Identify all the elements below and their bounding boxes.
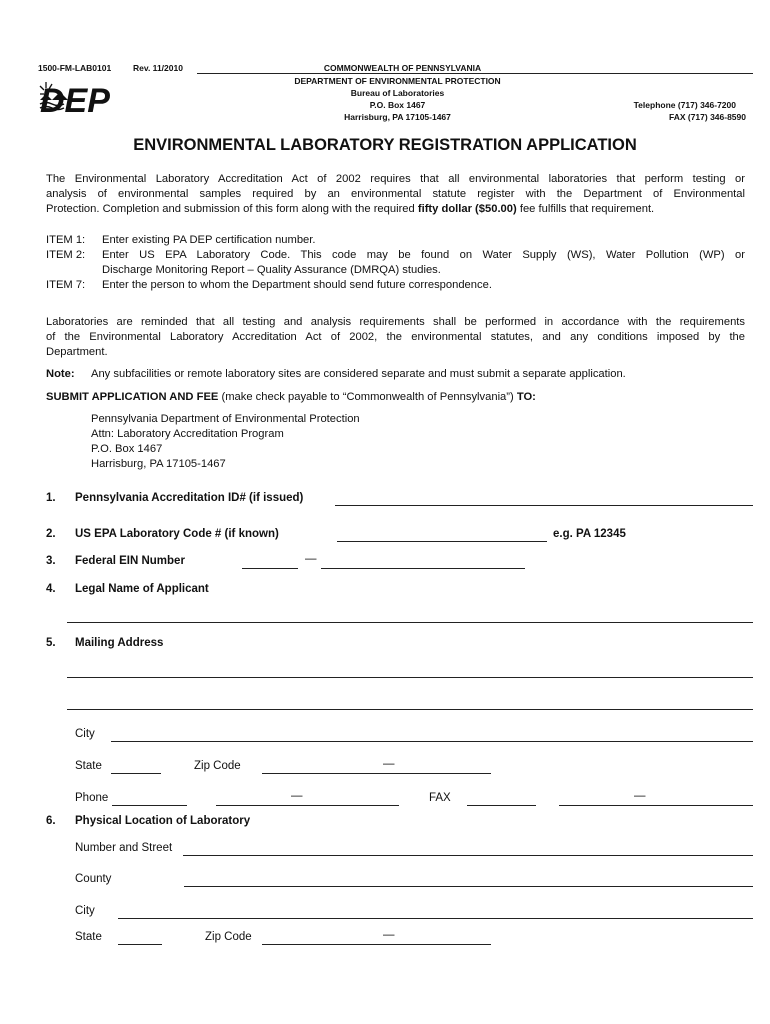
- phone-dash: —: [291, 790, 303, 802]
- epa-lab-code-field[interactable]: [337, 541, 547, 542]
- physical-state-field[interactable]: [118, 944, 162, 945]
- submit-address-line-3: P.O. Box 1467: [91, 443, 163, 455]
- agency-fax: FAX (717) 346-8590: [668, 112, 746, 122]
- physical-location-label: Physical Location of Laboratory: [75, 815, 251, 827]
- department-name: DEPARTMENT OF ENVIRONMENTAL PROTECTION: [294, 76, 501, 86]
- physical-zip-dash: —: [383, 929, 395, 941]
- phone-number-field[interactable]: [216, 805, 399, 806]
- phone-area-code-field[interactable]: [112, 805, 187, 806]
- item-7-label: ITEM 7:: [46, 279, 86, 291]
- mailing-state-label: State: [75, 760, 102, 772]
- mailing-address-field-1[interactable]: [67, 677, 753, 678]
- physical-city-field[interactable]: [118, 918, 753, 919]
- intro-line-1: The Environmental Laboratory Accreditation Act of 2002 requires that all environmental laboratories that perform testing or: [46, 173, 745, 185]
- note-text: Any subfacilities or remote laboratory sites are considered separate and must submit a separate application.: [91, 368, 626, 380]
- item-2-label: ITEM 2:: [46, 249, 86, 261]
- note-label: Note:: [46, 368, 75, 380]
- item-2-text-cont: Discharge Monitoring Report – Quality Assurance (DMRQA) studies.: [102, 264, 441, 276]
- ein-dash: —: [305, 553, 317, 565]
- phone-label: Phone: [75, 792, 109, 804]
- ein-label: Federal EIN Number: [75, 555, 185, 567]
- field-1-number: 1.: [46, 492, 56, 504]
- street-label: Number and Street: [75, 842, 173, 854]
- fax-number-field[interactable]: [559, 805, 753, 806]
- field-3-number: 3.: [46, 555, 56, 567]
- mailing-city-label: City: [75, 728, 95, 740]
- fax-area-code-field[interactable]: [467, 805, 536, 806]
- field-4-number: 4.: [46, 583, 56, 595]
- ein-suffix-field[interactable]: [321, 568, 525, 569]
- item-7-text: Enter the person to whom the Department should send future correspondence.: [102, 279, 492, 291]
- county-field[interactable]: [184, 886, 753, 887]
- physical-state-label: State: [75, 931, 102, 943]
- physical-zip-label: Zip Code: [205, 931, 252, 943]
- item-2-text: Enter US EPA Laboratory Code. This code may be found on Water Supply (WS), Water Pollution (WP) or: [102, 249, 745, 261]
- intro-line-3: Protection. Completion and submission of this form along with the required fifty dollar ($50.00) fee fulfills that requirement.: [46, 203, 655, 215]
- mailing-city-field[interactable]: [111, 741, 753, 742]
- agency-telephone: Telephone (717) 346-7200: [633, 100, 736, 110]
- submit-instructions: SUBMIT APPLICATION AND FEE (make check payable to “Commonwealth of Pennsylvania”) TO:: [46, 391, 536, 403]
- page-title: ENVIRONMENTAL LABORATORY REGISTRATION APPLICATION: [133, 136, 637, 154]
- svg-text:DEP: DEP: [40, 82, 110, 114]
- mailing-zip-field[interactable]: [262, 773, 491, 774]
- item-1-label: ITEM 1:: [46, 234, 86, 246]
- form-revision: Rev. 11/2010: [133, 63, 183, 73]
- field-2-number: 2.: [46, 528, 56, 540]
- field-6-number: 6.: [46, 815, 56, 827]
- mailing-address-label: Mailing Address: [75, 637, 164, 649]
- form-id: 1500-FM-LAB0101: [38, 63, 112, 73]
- physical-city-label: City: [75, 905, 95, 917]
- reminder-line-1: Laboratories are reminded that all testing and analysis requirements shall be performed in accordance with the requirements: [46, 316, 745, 328]
- mailing-zip-label: Zip Code: [194, 760, 241, 772]
- accreditation-id-field[interactable]: [335, 505, 753, 506]
- street-field[interactable]: [183, 855, 753, 856]
- item-1-text: Enter existing PA DEP certification number.: [102, 234, 316, 246]
- county-label: County: [75, 873, 112, 885]
- intro-line-2: analysis of environmental samples required by an environmental statute register with the Department of Environmental: [46, 188, 745, 200]
- ein-prefix-field[interactable]: [242, 568, 298, 569]
- reminder-line-2: of the Environmental Laboratory Accreditation Act of 2002, the environmental statutes, and any conditions imposed by the: [46, 331, 745, 343]
- header-rule: [197, 73, 753, 74]
- mailing-state-field[interactable]: [111, 773, 161, 774]
- legal-name-field[interactable]: [67, 622, 753, 623]
- dep-logo: [38, 78, 122, 114]
- bureau-name: Bureau of Laboratories: [350, 88, 445, 98]
- agency-city: Harrisburg, PA 17105-1467: [344, 112, 451, 122]
- reminder-line-3: Department.: [46, 346, 108, 358]
- fax-label: FAX: [429, 792, 451, 804]
- agency-po-box: P.O. Box 1467: [369, 100, 426, 110]
- epa-lab-code-example: e.g. PA 12345: [553, 528, 626, 540]
- mailing-zip-dash: —: [383, 758, 395, 770]
- mailing-address-field-2[interactable]: [67, 709, 753, 710]
- submit-address-line-1: Pennsylvania Department of Environmental Protection: [91, 413, 360, 425]
- submit-address-line-2: Attn: Laboratory Accreditation Program: [91, 428, 284, 440]
- epa-lab-code-label: US EPA Laboratory Code # (if known): [75, 528, 279, 540]
- fax-dash: —: [634, 790, 646, 802]
- agency-name: COMMONWEALTH OF PENNSYLVANIA: [300, 63, 505, 73]
- physical-zip-field[interactable]: [262, 944, 491, 945]
- submit-address-line-4: Harrisburg, PA 17105-1467: [91, 458, 226, 470]
- legal-name-label: Legal Name of Applicant: [75, 583, 209, 595]
- field-5-number: 5.: [46, 637, 56, 649]
- accreditation-id-label: Pennsylvania Accreditation ID# (if issued): [75, 492, 304, 504]
